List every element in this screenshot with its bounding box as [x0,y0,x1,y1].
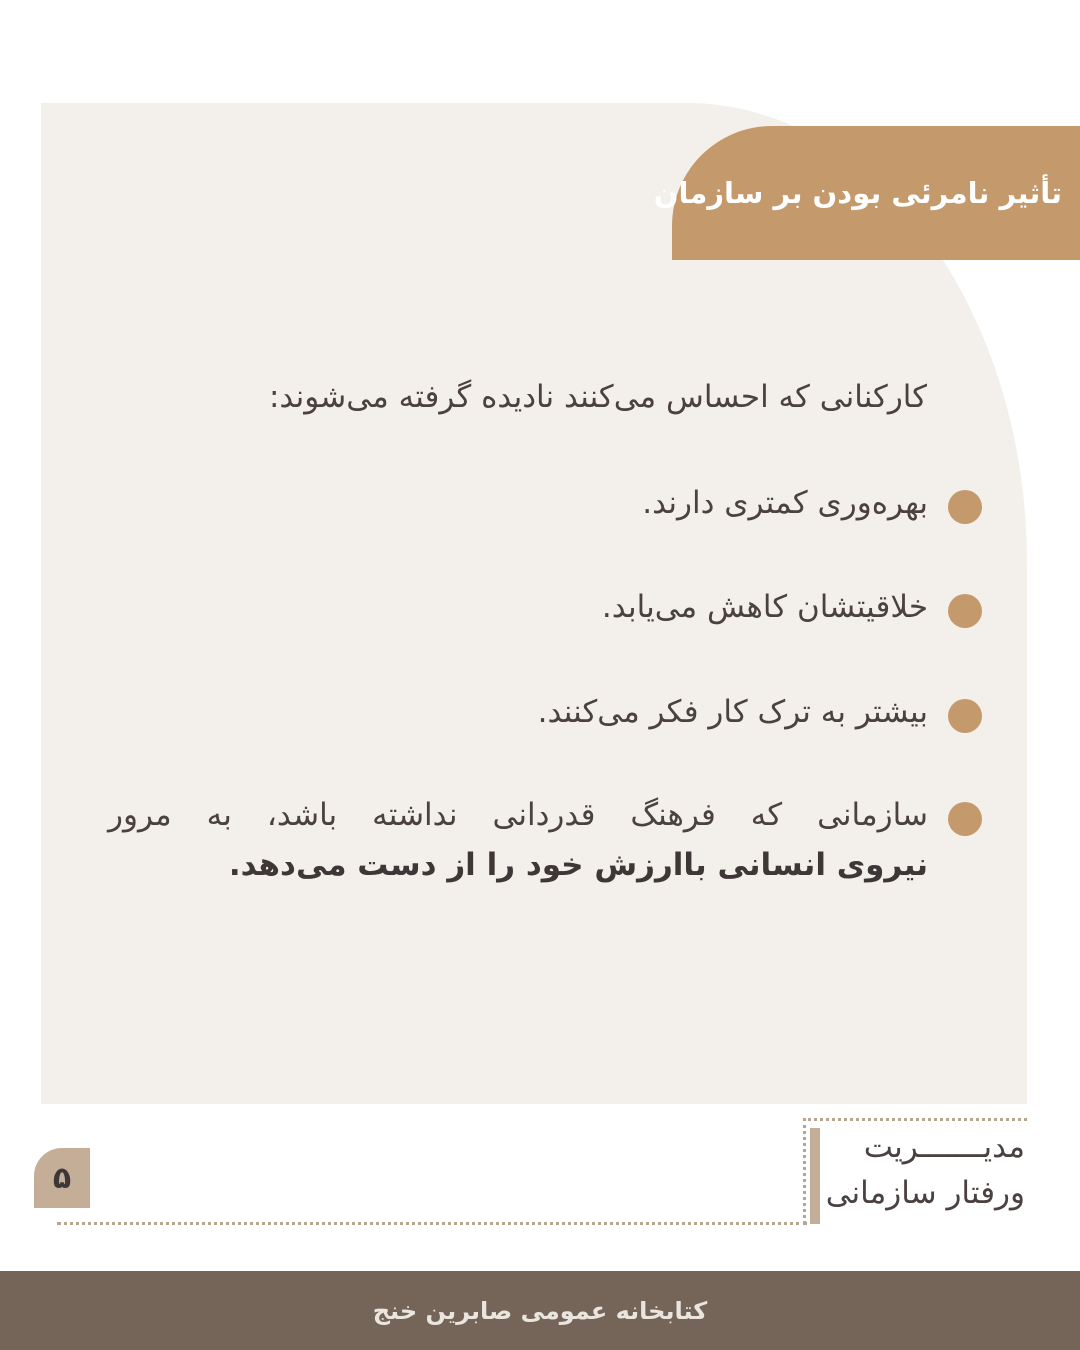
bullet-item-3 [82,687,982,737]
intro-text: کارکنانی که احساس می‌کنند نادیده گرفته می‌شوند: [268,379,927,415]
bullet-item-2 [82,582,982,632]
bullet-dot-icon [948,802,982,836]
section-title: تأثیر نامرئی بودن بر سازمان [653,176,1062,210]
bullet-text [108,790,928,890]
bullet-dot-icon [948,699,982,733]
bottom-band [0,1271,1080,1350]
page-number: ۵ [34,1148,90,1208]
bullet-item-4 [82,790,982,890]
bullet-item-1 [82,478,982,528]
bullet-dot-icon [948,594,982,628]
section-title-tab [653,126,1080,260]
bullet-text: خلاقیتشان کاهش می‌یابد. [601,589,928,625]
book-title-line-2: ورفتار سازمانی [825,1175,1025,1211]
bullet-text-line: سازمانی که فرهنگ قدردانی نداشته باشد، به مرور [108,797,928,833]
bullet-dot-icon [948,490,982,524]
bullet-text: بیشتر به ترک کار فکر می‌کنند. [537,694,928,730]
bullet-text-bold: نیروی انسانی باارزش خود را از دست می‌دهد. [228,847,928,883]
dotted-border [803,1118,1027,1121]
book-title-line-1: مدیـــــــریت [863,1129,1025,1165]
dotted-border [803,1118,806,1224]
library-name: کتابخانه عمومی صابرین خنج [372,1296,708,1325]
footer-frame [57,1118,1027,1224]
dotted-border [57,1222,807,1225]
bullet-text: بهره‌وری کمتری دارند. [642,485,928,521]
accent-bar [810,1128,820,1224]
book-title [825,1124,1025,1216]
